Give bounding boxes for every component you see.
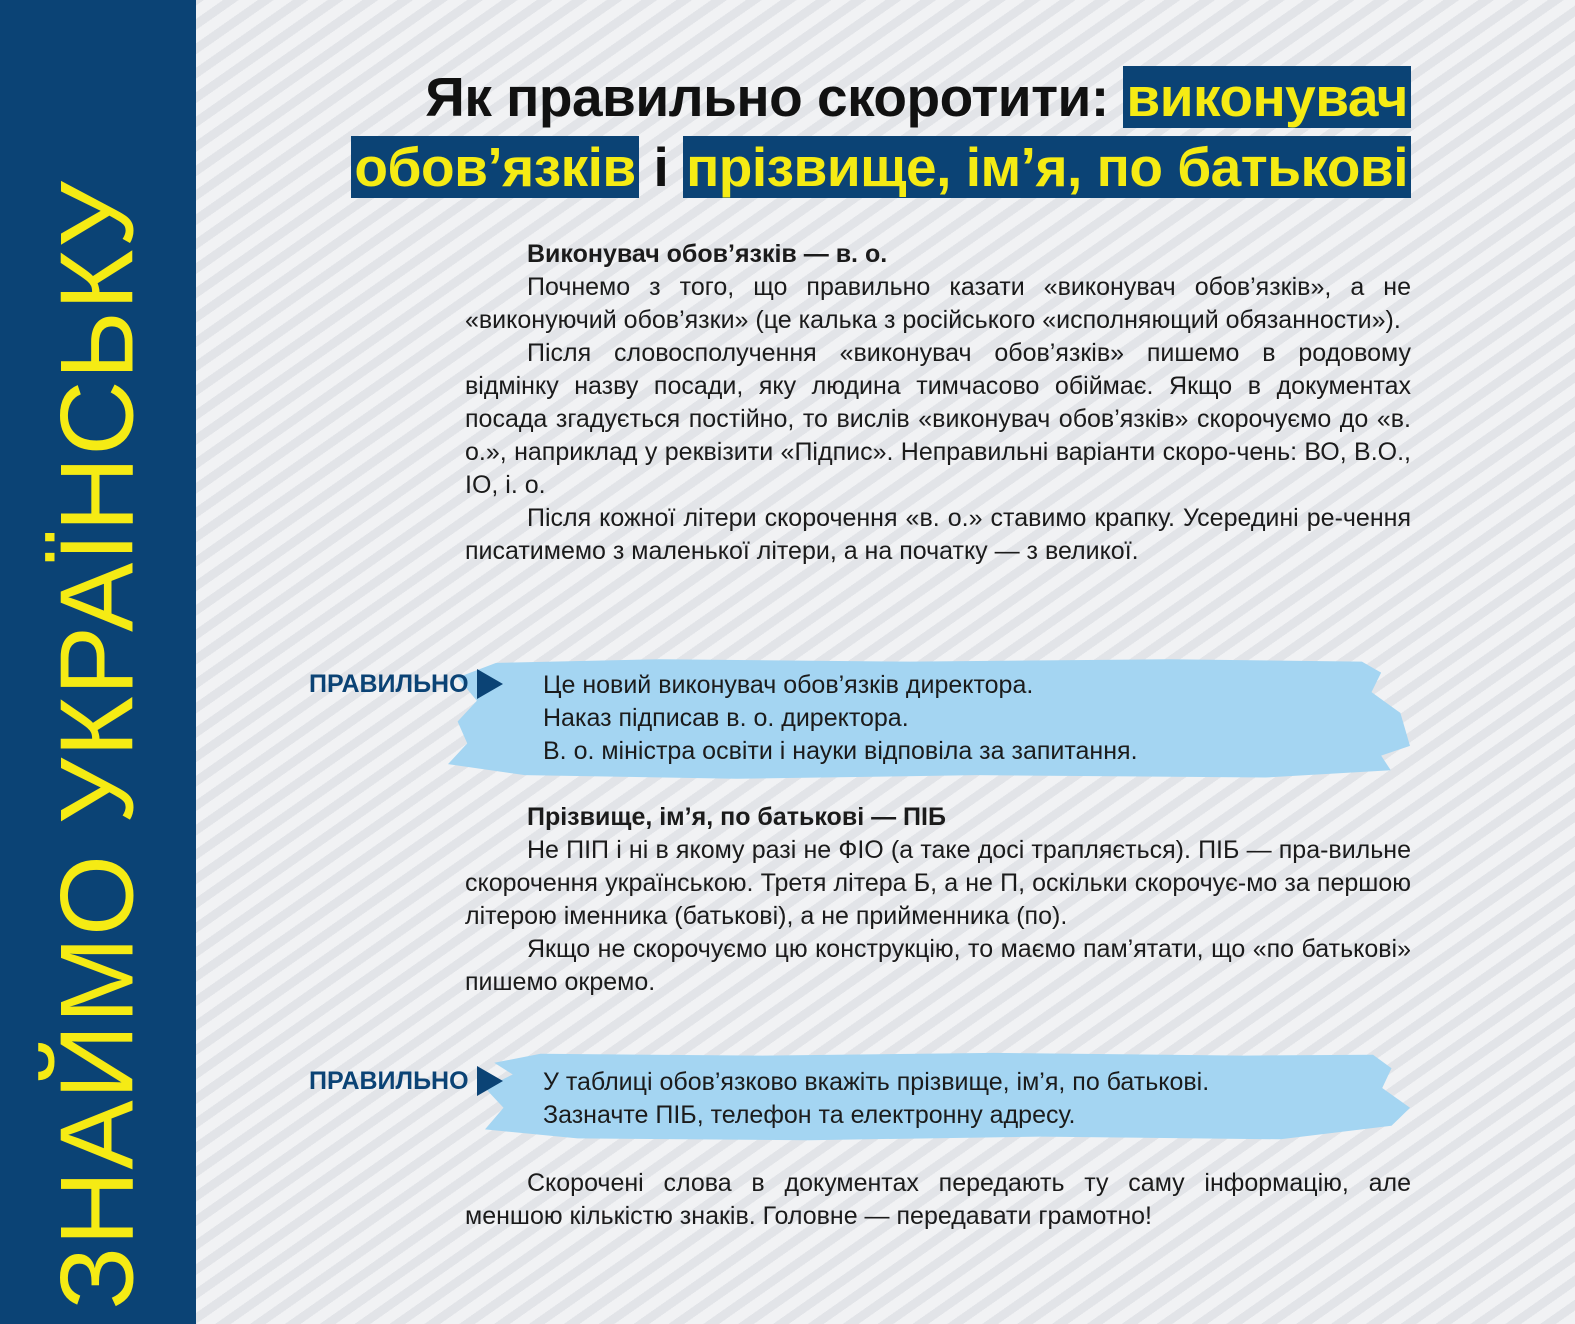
callout-label [309, 1066, 503, 1096]
section-full-name [465, 801, 1411, 999]
callout-label-text: ПРАВИЛЬНО [309, 669, 469, 698]
section-heading: Прізвище, ім’я, по батькові — ПІБ [527, 803, 946, 831]
section-acting-duties [465, 238, 1411, 568]
example-line: В. о. міністра освіти і науки відповіла за запитання. [543, 737, 1138, 765]
section-heading: Виконувач обов’язків — в. о. [527, 240, 888, 268]
paragraph: Скорочені слова в документах передають ту саму інформацію, але меншою кількістю знаків. Головне — передавати грамотно! [465, 1169, 1411, 1230]
callout-label [309, 669, 503, 699]
sidebar [0, 0, 196, 1324]
example-line: У таблиці обов’язково вкажіть прізвище, ім’я, по батькові. [543, 1068, 1210, 1096]
title-plain: Як правильно скоротити: [425, 66, 1124, 128]
paragraph: Почнемо з того, що правильно казати «виконувач обов’язків», а не «виконуючий обов’язки» (це калька з російського «исполняющий обязанности»). [465, 273, 1411, 334]
callout-label-text: ПРАВИЛЬНО [309, 1066, 469, 1095]
callout-examples [543, 1066, 1209, 1132]
example-line: Це новий виконувач обов’язків директора. [543, 671, 1034, 699]
arrow-right-icon [477, 669, 503, 699]
example-line: Зазначте ПІБ, телефон та електронну адресу. [543, 1101, 1076, 1129]
paragraph: Після словосполучення «виконувач обов’язків» пишемо в родовому відмінку назву посади, яку людина тимчасово обіймає. Якщо в документах посада згадується постійно, то вислів «виконувач обов’язків» скорочуємо до «в. о.», наприклад у реквізити «Підпис». Неправильні варіанти скоро-чень: ВО, В.О., ІО, і. о. [465, 339, 1411, 499]
example-line: Наказ підписав в. о. директора. [543, 704, 909, 732]
sidebar-title: ЗНАЙМО УКРАЇНСЬКУ [39, 180, 156, 1310]
paragraph: Не ПІП і ні в якому разі не ФІО (а таке досі трапляється). ПІБ — пра-вильне скорочення українською. Третя літера Б, а не П, оскільки скорочує-мо за першою літерою іменника (батькові), а не прийменника (по). [465, 836, 1411, 930]
paragraph: Після кожної літери скорочення «в. о.» ставимо крапку. Усередині ре-чення писатимемо з маленької літери, а на початку — з великої. [465, 504, 1411, 565]
arrow-right-icon [477, 1066, 503, 1096]
page-title [311, 62, 1411, 202]
paragraph: Якщо не скорочуємо цю конструкцію, то маємо пам’ятати, що «по батькові» пишемо окремо. [465, 935, 1411, 996]
title-highlight-full-name: прізвище, ім’я, по батькові [683, 136, 1411, 198]
callout-examples [543, 669, 1138, 768]
conclusion [465, 1167, 1411, 1233]
title-highlight-acting: виконувач обов’язків [351, 66, 1411, 198]
title-connector: і [638, 136, 684, 198]
